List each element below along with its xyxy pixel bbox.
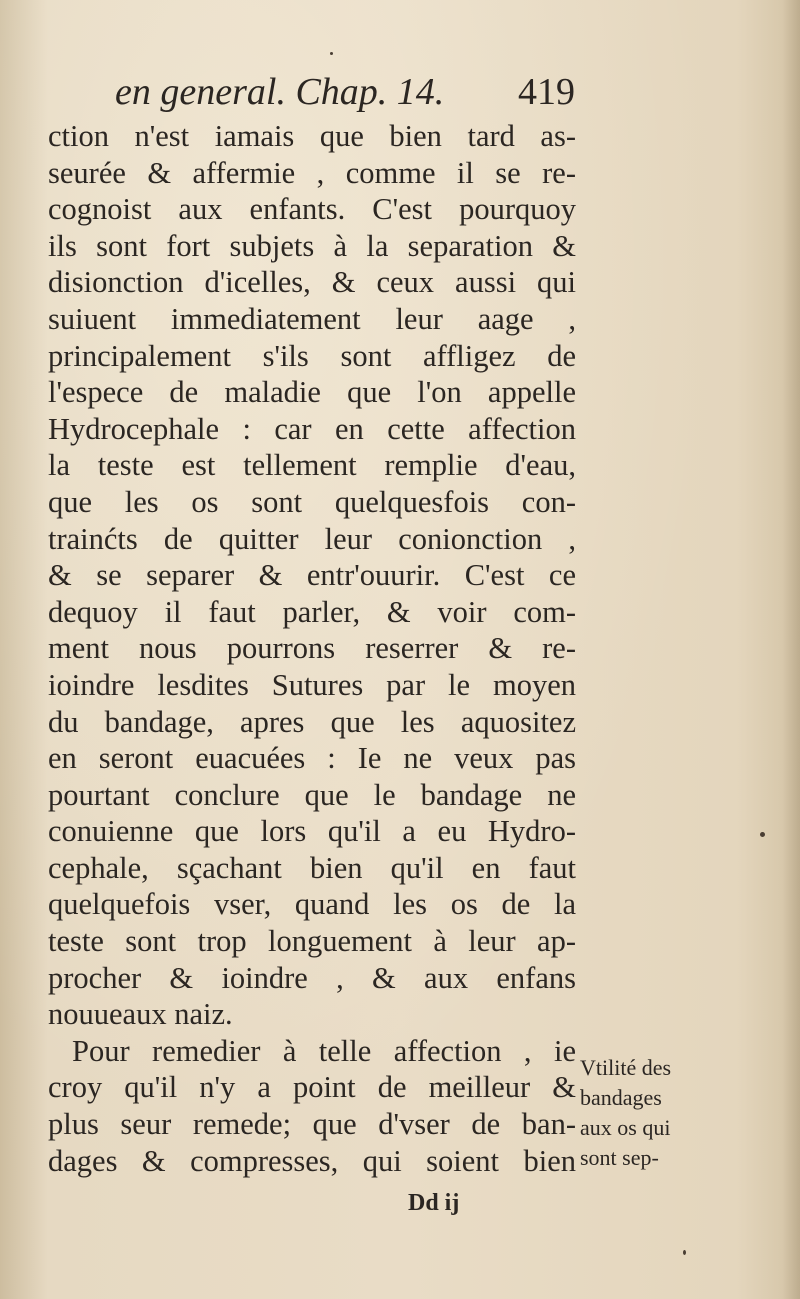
text-line: du bandage, apres que les aquositez — [48, 704, 576, 739]
running-header — [115, 70, 575, 120]
margin-note-line: sont sep- — [580, 1145, 659, 1170]
text-line: dequoy il faut parler, & voir com- — [48, 594, 576, 629]
text-line: ils sont fort subjets à la separation & — [48, 228, 576, 263]
margin-note-line: bandages — [580, 1085, 662, 1110]
text-line: trainćts de quitter leur conionction , — [48, 521, 576, 556]
text-line: nouueaux naiz. — [48, 997, 233, 1032]
text-line: teste sont trop longuement à leur ap- — [48, 924, 576, 959]
ink-speck — [330, 52, 333, 55]
text-line: l'espece de maladie que l'on appelle — [48, 375, 576, 410]
page-number: 419 — [518, 71, 575, 113]
margin-note-line: aux os qui — [580, 1115, 671, 1140]
margin-note-line: Vtilité des — [580, 1055, 672, 1080]
ink-speck — [683, 1250, 686, 1255]
text-line: Pour remedier à telle affection , ie — [72, 1033, 576, 1068]
text-line: que les os sont quelquesfois con- — [48, 484, 576, 519]
text-line: conuienne que lors qu'il a eu Hydro- — [48, 814, 576, 849]
text-line: quelquefois vser, quand les os de la — [48, 887, 576, 922]
ink-speck — [760, 832, 765, 837]
text-line: & se separer & entr'ouurir. C'est ce — [48, 558, 576, 593]
text-line: plus seur remede; que d'vser de ban- — [48, 1107, 576, 1142]
text-line: disionction d'icelles, & ceux aussi qui — [48, 265, 576, 300]
margin-note — [580, 1053, 730, 1173]
text-line: cognoist aux enfants. C'est pourquoy — [48, 192, 576, 227]
text-line: procher & ioindre , & aux enfans — [48, 960, 576, 995]
running-title: en general. Chap. 14. — [115, 71, 445, 113]
text-line: dages & compresses, qui soient bien — [48, 1143, 576, 1178]
body-text — [48, 118, 576, 1179]
text-line: Hydrocephale : car en cette affection — [48, 411, 576, 446]
text-line: cephale, sçachant bien qu'il en faut — [48, 850, 576, 885]
text-line: croy qu'il n'y a point de meilleur & — [48, 1070, 576, 1105]
text-line: en seront euacuées : Ie ne veux pas — [48, 741, 576, 776]
text-line: la teste est tellement remplie d'eau, — [48, 448, 576, 483]
text-line: ction n'est iamais que bien tard as- — [48, 119, 576, 153]
text-line: principalement s'ils sont affligez de — [48, 338, 576, 373]
signature-mark: Dd ij — [408, 1190, 460, 1216]
text-line: ment nous pourrons reserrer & re- — [48, 631, 576, 666]
text-line: ioindre lesdites Sutures par le moyen — [48, 667, 576, 702]
text-line: seurée & affermie , comme il se re- — [48, 155, 576, 190]
text-line: pourtant conclure que le bandage ne — [48, 777, 576, 812]
text-line: suiuent immediatement leur aage , — [48, 301, 576, 336]
